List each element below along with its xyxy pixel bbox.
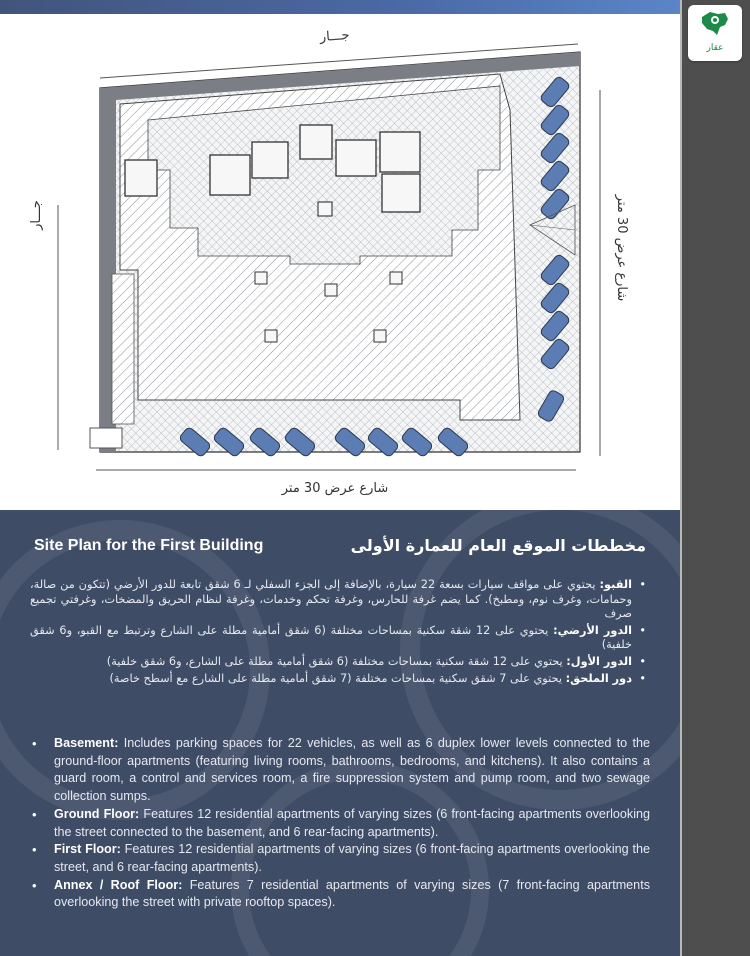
plan-label-top: جـــار — [319, 27, 351, 46]
arabic-description-list — [30, 578, 648, 688]
plan-label-bottom: شارع عرض 30 متر — [281, 481, 389, 496]
list-item: • First Floor: Features 12 residential apartments of varying sizes (6 front-facing apartments overlooking the street, and 6 rear-facing apartments). — [30, 841, 650, 876]
top-accent-bar — [0, 0, 680, 14]
list-item: • الدور الأرضي: يحتوي على 12 شقة سكنية بمساحات مختلفة (6 شقق أمامية مطلة على الشارع وترتبط مع القبو، و6 شقق خلفية) — [30, 624, 648, 653]
plan-label-left: جـــار — [29, 200, 44, 230]
list-item: • Ground Floor: Features 12 residential apartments of varying sizes (6 front-facing apartments overlooking the street connected to the basement, and 6 rear-facing apartments). — [30, 806, 650, 841]
plan-label-right: شارع عرض 30 متر — [614, 194, 629, 302]
right-sidebar — [682, 0, 750, 956]
heading-arabic: مخططات الموقع العام للعمارة الأولى — [350, 536, 646, 555]
list-item: • الدور الأول: يحتوي على 12 شقة سكنية بمساحات مختلفة (6 شقق أمامية مطلة على الشارع، و6 شقق خلفية) — [30, 655, 648, 670]
map-pin-logo-icon — [688, 5, 742, 43]
list-item: • Basement: Includes parking spaces for 22 vehicles, as well as 6 duplex lower levels connected to the ground-floor apartments (featuring living rooms, bathrooms, bedrooms, and kitchens). It also contains a guard room, a control and services room, a fire suppression system and pump room, and two sewage collection sumps. — [30, 735, 650, 806]
app-logo-label: عقار — [706, 43, 724, 53]
heading-english: Site Plan for the First Building — [34, 537, 264, 554]
list-item: • القبو: يحتوي على مواقف سيارات بسعة 22 سيارة، بالإضافة إلى الجزء السفلي لـ 6 شقق تابعة للدور الأرضي (تتكون من صالة، وحمامات، وغرف نوم، ومطبخ). كما يضم غرفة للحارس، وغرفة تحكم وخدمات، وغرفة لنظام الحريق والمضخات، وغرفتي تجميع صرف — [30, 578, 648, 622]
list-item: • دور الملحق: يحتوي على 7 شقق سكنية بمساحات مختلفة (7 شقق أمامية مطلة على الشارع مع أسطح خاصة) — [30, 672, 648, 687]
site-plan-drawing — [0, 14, 680, 510]
list-item: • Annex / Roof Floor: Features 7 residential apartments of varying sizes (7 front-facing apartments overlooking the street with private rooftop spaces). — [30, 877, 650, 912]
english-description-list — [30, 735, 650, 912]
app-logo-button[interactable] — [688, 5, 742, 61]
